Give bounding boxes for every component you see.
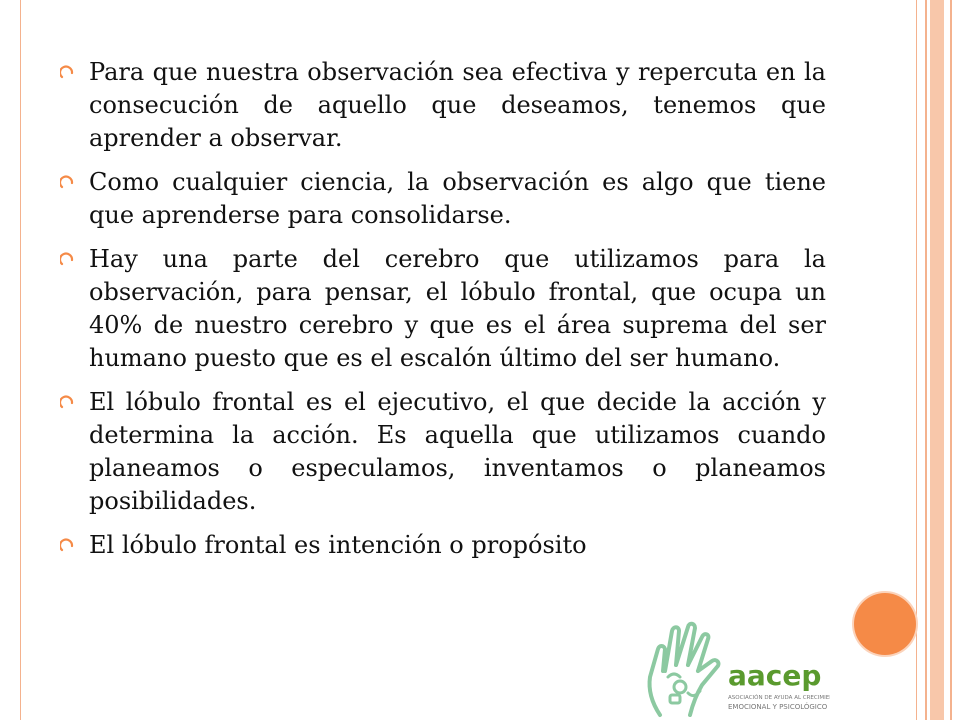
decorative-stripe-line <box>950 0 952 720</box>
hook-bullet-icon <box>60 386 89 409</box>
aacep-logo <box>630 615 830 720</box>
hook-bullet-icon <box>60 243 89 266</box>
bullet-item <box>60 56 826 155</box>
decorative-orange-circle <box>854 593 916 655</box>
bullet-text: Para que nuestra observación sea efectiva y repercuta en la consecución de aquello que deseamos, tenemos que aprender a observar. <box>89 58 826 152</box>
bullet-item <box>60 166 826 232</box>
bullet-text: El lóbulo frontal es el ejecutivo, el que decide la acción y determina la acción. Es aquella que utilizamos cuando planeamos o especulamos, inventamos o planeamos posibilidades. <box>89 388 826 515</box>
hook-bullet-icon <box>60 529 89 552</box>
logo-tagline-1: ASOCIACIÓN DE AYUDA AL CRECIMIENTO <box>728 695 830 701</box>
logo-wordmark: aacep <box>728 659 822 692</box>
bullet-item <box>60 386 826 518</box>
hook-bullet-icon <box>60 56 89 79</box>
hook-bullet-icon <box>60 166 89 189</box>
bullet-text: El lóbulo frontal es intención o propósito <box>89 531 587 559</box>
bullet-text: Como cualquier ciencia, la observación es algo que tiene que aprenderse para consolidarse. <box>89 168 826 229</box>
bullet-item <box>60 529 826 562</box>
decorative-stripe-line <box>925 0 927 720</box>
decorative-stripe <box>930 0 944 720</box>
bullet-list <box>60 56 826 573</box>
logo-tagline-2: EMOCIONAL Y PSICOLÓGICO <box>728 703 828 711</box>
bullet-item <box>60 243 826 375</box>
bullet-text: Hay una parte del cerebro que utilizamos para la observación, para pensar, el lóbulo frontal, que ocupa un 40% de nuestro cerebro y que es el área suprema del ser humano puesto que es el escalón último del ser humano. <box>89 245 826 372</box>
hand-icon <box>649 624 718 715</box>
aacep-logo-graphic <box>630 615 830 720</box>
